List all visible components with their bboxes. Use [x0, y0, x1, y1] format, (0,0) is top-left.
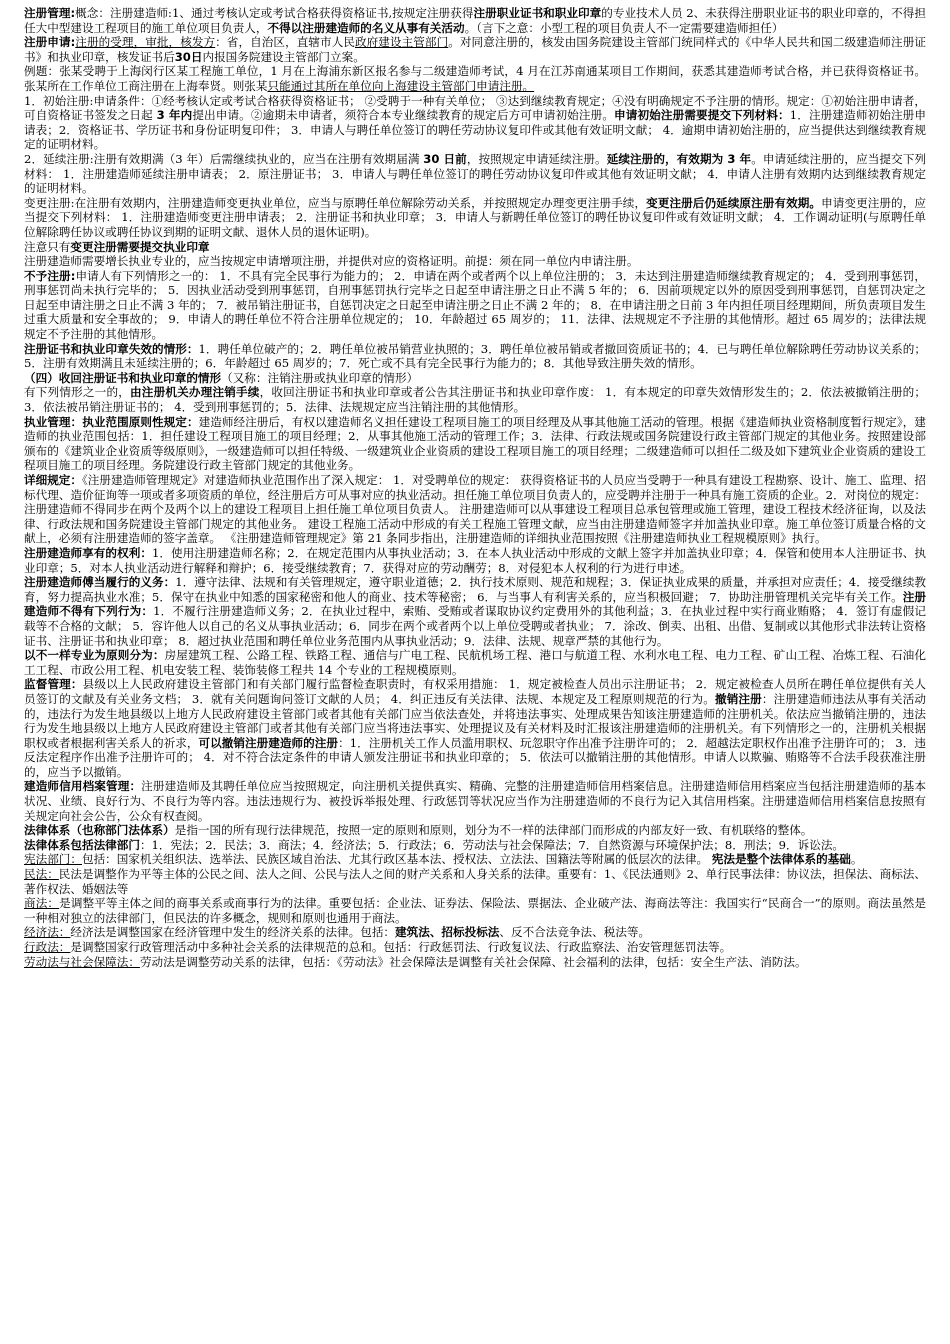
text-run: 注意只有 [24, 239, 71, 254]
paragraph [24, 473, 926, 546]
bold-text: 3 年内 [156, 108, 193, 123]
text-run: 1．不履行注册建造师义务；2．在执业过程中，索贿、受贿或者谋取协议约定费用外的其他利益；3．在执业过程中实行商业贿赂； 4．签订有虚假记载等不合格的文献； 5．容许他人以自己的名义从事执业活动；6．同步在两个或者两个以上单位受聘或者执业； 7．涂改、倒卖、出租、出借、复制或以其他形式非法转让资格证书、注册证书和执业印章； 8．超过执业范围和聘任单位业务范围内从事执业活动；9．法律、法规、规章严禁的其他行为。 [24, 604, 926, 648]
text-run: 劳动法是调整劳动关系的法律，包括：《劳动法》社会保障法是调整有关社会保障、社会福利的法律，包括：安全生产法、消防法。 [139, 954, 807, 969]
bold-text: 注册证书和执业印章失效的情形： [24, 341, 199, 356]
bold-text: 以不一样专业为原则分为： [24, 648, 165, 663]
bold-text: 注册建造师不得有下列行为： [24, 589, 926, 619]
bold-text: 注册建造师傅当履行的义务： [24, 575, 176, 590]
paragraph [24, 823, 926, 838]
underlined-text: 政府建设主管部门 [355, 35, 449, 50]
text-run: 建造师经注册后，有权以建造师名义担任建设工程项目施工的项目经理及从事其他施工活动的管理。根据《建造师执业资格制度暂行规定》，建造师的执业范围包括：1．担任建设工程项目施工的项目经理；2．从事其他施工活动的管理工作；3．法律、行政法规或国务院建设行政主管部门规定的其他业务。按照建设部颁布的《建筑业企业资质等级原则》，一级建造师可以担任特级、一级建筑业企业资质的建设工程项目施工的项目经理；二级建造师可以担任二级及如下建筑业企业资质的建设工程项目施工的项目经理。务院建设行政主管部门规定的其他业务。 [24, 414, 926, 473]
bold-text: 注册建造师享有的权利： [24, 545, 152, 560]
bold-text: 变更注册需要提交执业印章 [70, 239, 210, 254]
text-run: 1．聘任单位破产的；2．聘任单位被吊销营业执照的；3．聘任单位被吊销或者撤回资质证书的；4．已与聘任单位解除聘任劳动协议关系的；5．注册有效期满且未延续注册的；6．年龄超过 65 周岁的；7．死亡或不具有完全民事行为能力的；8．其他导致注册失效的情形。 [24, 341, 926, 371]
text-run: 1．初始注册:申请条件：①经考核认定或考试合格获得资格证书； ②受聘于一种有关单位； ③达到继续教育规定；④没有明确规定不予注册的情形。规定：①初始注册申请者，可自资格证书签发之日起 [24, 93, 926, 123]
paragraph [24, 838, 926, 853]
paragraph [24, 64, 926, 93]
text-run: ，收回注册证书和执业印章或者公告其注册证书和执业印章作废： 1．有本规定的印章失效情形发生的；2．依法被撤销注册的；3．依法被吊销注册证书的； 4．受到刑事惩罚的；5．法律、法规规定应当注销注册的其他情形。 [24, 385, 926, 415]
bold-text: （四）收回注册证书和执业印章的情形 [24, 370, 222, 385]
bold-text: 由注册机关办理注销手续 [130, 385, 260, 400]
underlined-text: 宪法部门： [24, 852, 82, 867]
underlined-text: 经济法： [24, 925, 71, 940]
bold-text: 申请初始注册需要提交下列材料： [614, 108, 790, 123]
underlined-text: 注册的受理，审批，核发方 [75, 35, 216, 50]
text-run: 。 [850, 852, 863, 867]
text-run: 。（言下之意：小型工程的项目负责人不一定需要建造师担任） [464, 20, 784, 35]
bold-text: 宪法是整个法律体系的基础 [711, 852, 851, 867]
bold-text: 监督管理： [24, 677, 83, 692]
text-run: 提出申请。②逾期未申请者，须符合本专业继续教育的规定后方可申请初始注册。 [192, 108, 615, 123]
text-run: 是调整平等主体之间的商事关系或商事行为的法律。重要包括：企业法、证券法、保险法、票据法、企业破产法、海商法等注：我国实行“民商合一”的原则。商法虽然是一种相对独立的法律部门，但民法的许多概念，规则和原则也通用于商法。 [24, 896, 926, 925]
paragraph [24, 385, 926, 414]
text-run: 2．延续注册:注册有效期满（3 年）后需继续执业的，应当在注册有效期届满 [24, 151, 424, 166]
bold-text: 注册职业证书和职业印章 [473, 6, 602, 20]
text-run: ：注册建造师违法从事有关活动的，违法行为发生地县级以上地方人民政府建设主管部门或者其他有关部门应当依法查处，并将违法事实、处理成果告知该注册建造师的注册机关。依法应当撤销注册的，违法行为发生地县级以上地方人民政府建设主管部门或者其他有关部门应当将违法事实、处理提议及有关材料及时汇报该注册建造师的注册机关。有下列情形之一的，注册机关根据职权或者根据利害关系人的祈求， [24, 691, 926, 750]
text-run: 内报国务院建设主管部门立案。 [202, 49, 365, 64]
underlined-text: 只能通过其所在单位向上海建设主管部门申请注册。 [267, 78, 535, 93]
paragraph [24, 867, 926, 896]
paragraph [24, 254, 926, 269]
bold-text: 30 日前 [423, 151, 467, 166]
bold-text: 法律体系包括法律部门 [24, 837, 140, 852]
text-run: 申请变更注册的，应当提交下列材料： 1．注册建造师变更注册申请表； 2．注册证书和执业印章； 3．申请人与新聘任单位签订的聘任协议复印件或有效证明文献； 4．工作调动证明(与原聘任单位解除聘任协议或聘任协议到期的证明文献、退休人员的退休证明)。 [24, 195, 926, 239]
text-run: 申请人有下列情形之一的： 1．不具有完全民事行为能力的； 2．申请在两个或者两个以上单位注册的； 3．未达到注册建造师继续教育规定的； 4．受到刑事惩罚，刑事惩罚尚未执行完毕的； 5．因执业活动受到刑事惩罚，自刑事惩罚执行完毕之日起至申请注册之日止不满 5 年的； 6．因前项规定以外的原因受到刑事惩罚，自惩罚决定之日起至申请注册之日止不满 3 年的； 7．被吊销注册证书，自惩罚决定之日起至申请注册之日止不满 2 年的； 8．在申请注册之日前 3 年内担任项目经理期间，所负责项目发生过重大质量和安全事故的； 9．申请人的聘任单位不符合注册单位规定的； 10．年龄超过 65 周岁的； 11．法律、法规规定不予注册的其他情形。超过 65 周岁的；法律法规规定不予注册的其他情形。 [24, 268, 926, 342]
text-run: 包括：国家机关组织法、选举法、民族区域自治法、尤其行政区基本法、授权法、立法法、国籍法等附属的低层次的法律。 [81, 852, 712, 867]
paragraph [24, 415, 926, 473]
bold-text: 详细规定： [24, 473, 82, 487]
bold-text: 不予注册: [24, 268, 76, 283]
text-run: 《注册建造师管理规定》对建造师执业范围作出了深入规定： 1．对受聘单位的规定： 获得资格证书的人员应当受聘于一种具有建设工程勘察、设计、施工、监理、招标代理、造价征询等一项或者多项资质的单位，经注册后方可从事对应的执业活动。担任施工单位项目负责人的，应受聘并注册于一种具有施工资质的企业。2．对岗位的规定： 注册建造师不得同步在两个及两个以上的建设工程项目上担任施工单位项目负责人。 注册建造师可以从事建设工程项目总承包管理或施工管理，建设工程技术经济征询，以及法律、行政法规和国务院建设主管部门规定的其他业务。 建设工程施工活动中形成的有关工程施工管理文献，应当由注册建造师签字并加盖执业印章。施工单位签订质量合格的文献上，必须有注册建造师的签字盖章。 《注册建造师管理规定》第 21 条同步指出，注册建造师的详细执业范围按照《注册建造师执业工程规模原则》执行。 [24, 473, 926, 546]
bold-text: 不得以注册建造师的名义从事有关活动 [267, 20, 465, 35]
text-run: 概念：注册建造师:1、通过考核认定或考试合格获得资格证书,按规定注册获得 [75, 6, 474, 20]
underlined-text: 民法： [24, 867, 59, 882]
text-run: 民法是调整作为平等主体的公民之间、法人之间、公民与法人之间的财产关系和人身关系的法律。重要有：1、《民法通则》2、单行民事法律：协议法，担保法、商标法、著作权法、婚姻法等 [24, 867, 926, 896]
bold-text: 建筑法、招标投标法 [395, 925, 500, 940]
text-run: 是指一国的所有现行法律规范，按照一定的原则和原则，划分为不一样的法律部门而形成的内部友好一致、有机联络的整体。 [174, 823, 813, 838]
text-run: 1．遵守法律、法规和有关管理规定，遵守职业道德；2．执行技术原则、规范和规程；3．保证执业成果的质量，并承担对应责任；4．接受继续教育，努力提高执业水准；5．保守在执业中知悉的国家秘密和他人的商业、技术等秘密； 6．与当事人有利害关系的，应当积极回避； 7．协助注册管理机关完毕有关工作。 [24, 575, 926, 604]
paragraph [24, 269, 926, 342]
bold-text: 30日 [174, 49, 203, 64]
paragraph [24, 779, 926, 823]
text-run: 经济法是调整国家在经济管理中发生的经济关系的法律。包括： [70, 925, 396, 940]
paragraph [24, 677, 926, 779]
bold-text: 注册管理: [24, 6, 76, 20]
text-run: 、反不合法竞争法、税法等。 [499, 925, 651, 940]
text-run: 房屋建筑工程、公路工程、铁路工程、通信与广电工程、民航机场工程、港口与航道工程、水利水电工程、电力工程、矿山工程、冶炼工程、石油化工工程、市政公用工程、机电安装工程、装饰装修工程共 14 个专业的工程规模原则。 [24, 648, 926, 677]
text-run: 注册建造师及其聘任单位应当按照规定，向注册机关提供真实、精确、完整的注册建造师信用档案信息。注册建造师信用档案应当包括注册建造师的基本状况、业绩、良好行为、不良行为等内容。违法违规行为、被投诉举报处理、行政惩罚等状况应当作为注册建造师的不良行为记入其信用档案。注册建造师信用档案信息按照有关规定向社会公告，公众有权查阅。 [24, 779, 926, 823]
paragraph [24, 648, 926, 677]
paragraph [24, 342, 926, 371]
paragraph [24, 896, 926, 925]
paragraph [24, 955, 926, 970]
bold-text: 撤销注册 [714, 691, 762, 706]
text-run: 。申请延续注册的，应当提交下列材料： 1．注册建造师延续注册申请表； 2．原注册证书； 3．申请人与聘任单位签订的聘任劳动协议复印件或其他有效证明文献； 4．申请人注册有效期内达到继续教育规定的证明材料。 [24, 151, 926, 196]
underlined-text: 行政法： [24, 940, 71, 954]
paragraph [24, 371, 926, 386]
paragraph [24, 196, 926, 240]
bold-text: 变更注册后仍延续原注册有效期。 [646, 195, 822, 210]
paragraph [24, 925, 926, 940]
bold-text: 执业管理：执业范围原则性规定： [24, 414, 199, 429]
text-run: 有下列情形之一的， [24, 385, 131, 400]
text-run: （又称：注销注册或执业印章的情形） [221, 370, 419, 385]
text-run: ：1．注册机关工作人员滥用职权、玩忽职守作出准予注册许可的； 2．超越法定职权作出准予注册许可的； 3．违反法定程序作出准予注册许可的； 4．对不符合法定条件的申请人颁发注册证书和执业印章的； 5．依法可以撤销注册的其他情形。申请人以欺骗、贿赂等不合法手段获准注册的，应当予以撤销。 [24, 735, 926, 779]
text-run: 。对同意注册的，核发由国务院建设主管部门统同样式的《中华人民共和国二级建造师注册证书》和执业印章，核发证书后 [24, 35, 926, 64]
paragraph [24, 152, 926, 196]
bold-text: 注册申请: [24, 35, 76, 50]
paragraph [24, 546, 926, 575]
paragraph [24, 94, 926, 152]
underlined-text: 商法： [24, 896, 60, 911]
paragraph [24, 940, 926, 955]
text-run: 县级以上人民政府建设主管部门和有关部门履行监督检查职责时，有权采用措施： 1．规定被检查人员出示注册证书； 2．规定被检查人员所在聘任单位提供有关人员签订的文献及有关业务文档； 3．就有关问题询问签订文献的人员； 4．纠正违反有关法律、法规、本规定及工程原则规范的行为。 [24, 677, 926, 706]
underlined-text: 劳动法与社会保障法： [24, 954, 140, 969]
bold-text: 延续注册的，有效期为 3 年 [606, 151, 752, 166]
text-run: 变更注册:在注册有效期内，注册建造师变更执业单位，应当与原聘任单位解除劳动关系，并按照规定办理变更注册手续， [24, 195, 647, 210]
paragraph [24, 35, 926, 64]
text-run: 例题：张某受聘于上海闵行区某工程施工单位，1 月在上海浦东新区报名参与二级建造师考试，4 月在江苏南通某项目工作期间，获悉其建造师考试合格，并已获得资格证书。张某所在工作单位工商注册在上海奉贤。则张某 [24, 64, 926, 93]
text-run: 是调整国家行政管理活动中多种社会关系的法律规范的总和。包括：行政惩罚法、行政复议法、行政监察法、治安管理惩罚法等。 [70, 940, 732, 954]
text-run: 注册建造师需要增长执业专业的，应当按规定申请增项注册，并提供对应的资格证明。前提：须在同一单位内申请注册。 [24, 254, 639, 269]
bold-text: 法律体系（也称部门法体系） [24, 823, 175, 838]
text-run: ：省，自治区，直辖市人民 [215, 35, 355, 50]
text-run: 的专业技术人员 2、未获得注册职业证书的职业印章的，不得担任大中型建设工程项目的施工单位项目负责人， [24, 6, 926, 35]
bold-text: 建造师信用档案管理： [24, 779, 142, 794]
text-run: ：1．宪法；2．民法；3．商法；4．经济法；5．行政法；6．劳动法与社会保障法；7．自然资源与环境保护法；8．刑法；9．诉讼法。 [139, 837, 845, 852]
text-run: 1．注册建造师初始注册申请表；2．资格证书、学历证书和身份证明复印件； 3．申请人与聘任单位签订的聘任劳动协议复印件或其他有效证明文献； 4．逾期申请初始注册的，应当提供达到继续教育规定的证明材料。 [24, 108, 926, 152]
text-run: ，按照规定申请延续注册。 [466, 151, 607, 166]
bold-text: 可以撤销注册建造师的注册 [198, 735, 339, 750]
paragraph [24, 852, 926, 867]
paragraph [24, 6, 926, 35]
text-run: 1．使用注册建造师名称；2．在规定范围内从事执业活动；3．在本人执业活动中形成的文献上签字并加盖执业印章；4．保管和使用本人注册证书、执业印章；5．对本人执业活动进行解释和辩护；6．接受继续教育；7．获得对应的劳动酬劳；8．对侵犯本人权利的行为进行申述。 [24, 545, 926, 575]
paragraph [24, 575, 926, 648]
paragraph [24, 240, 926, 255]
